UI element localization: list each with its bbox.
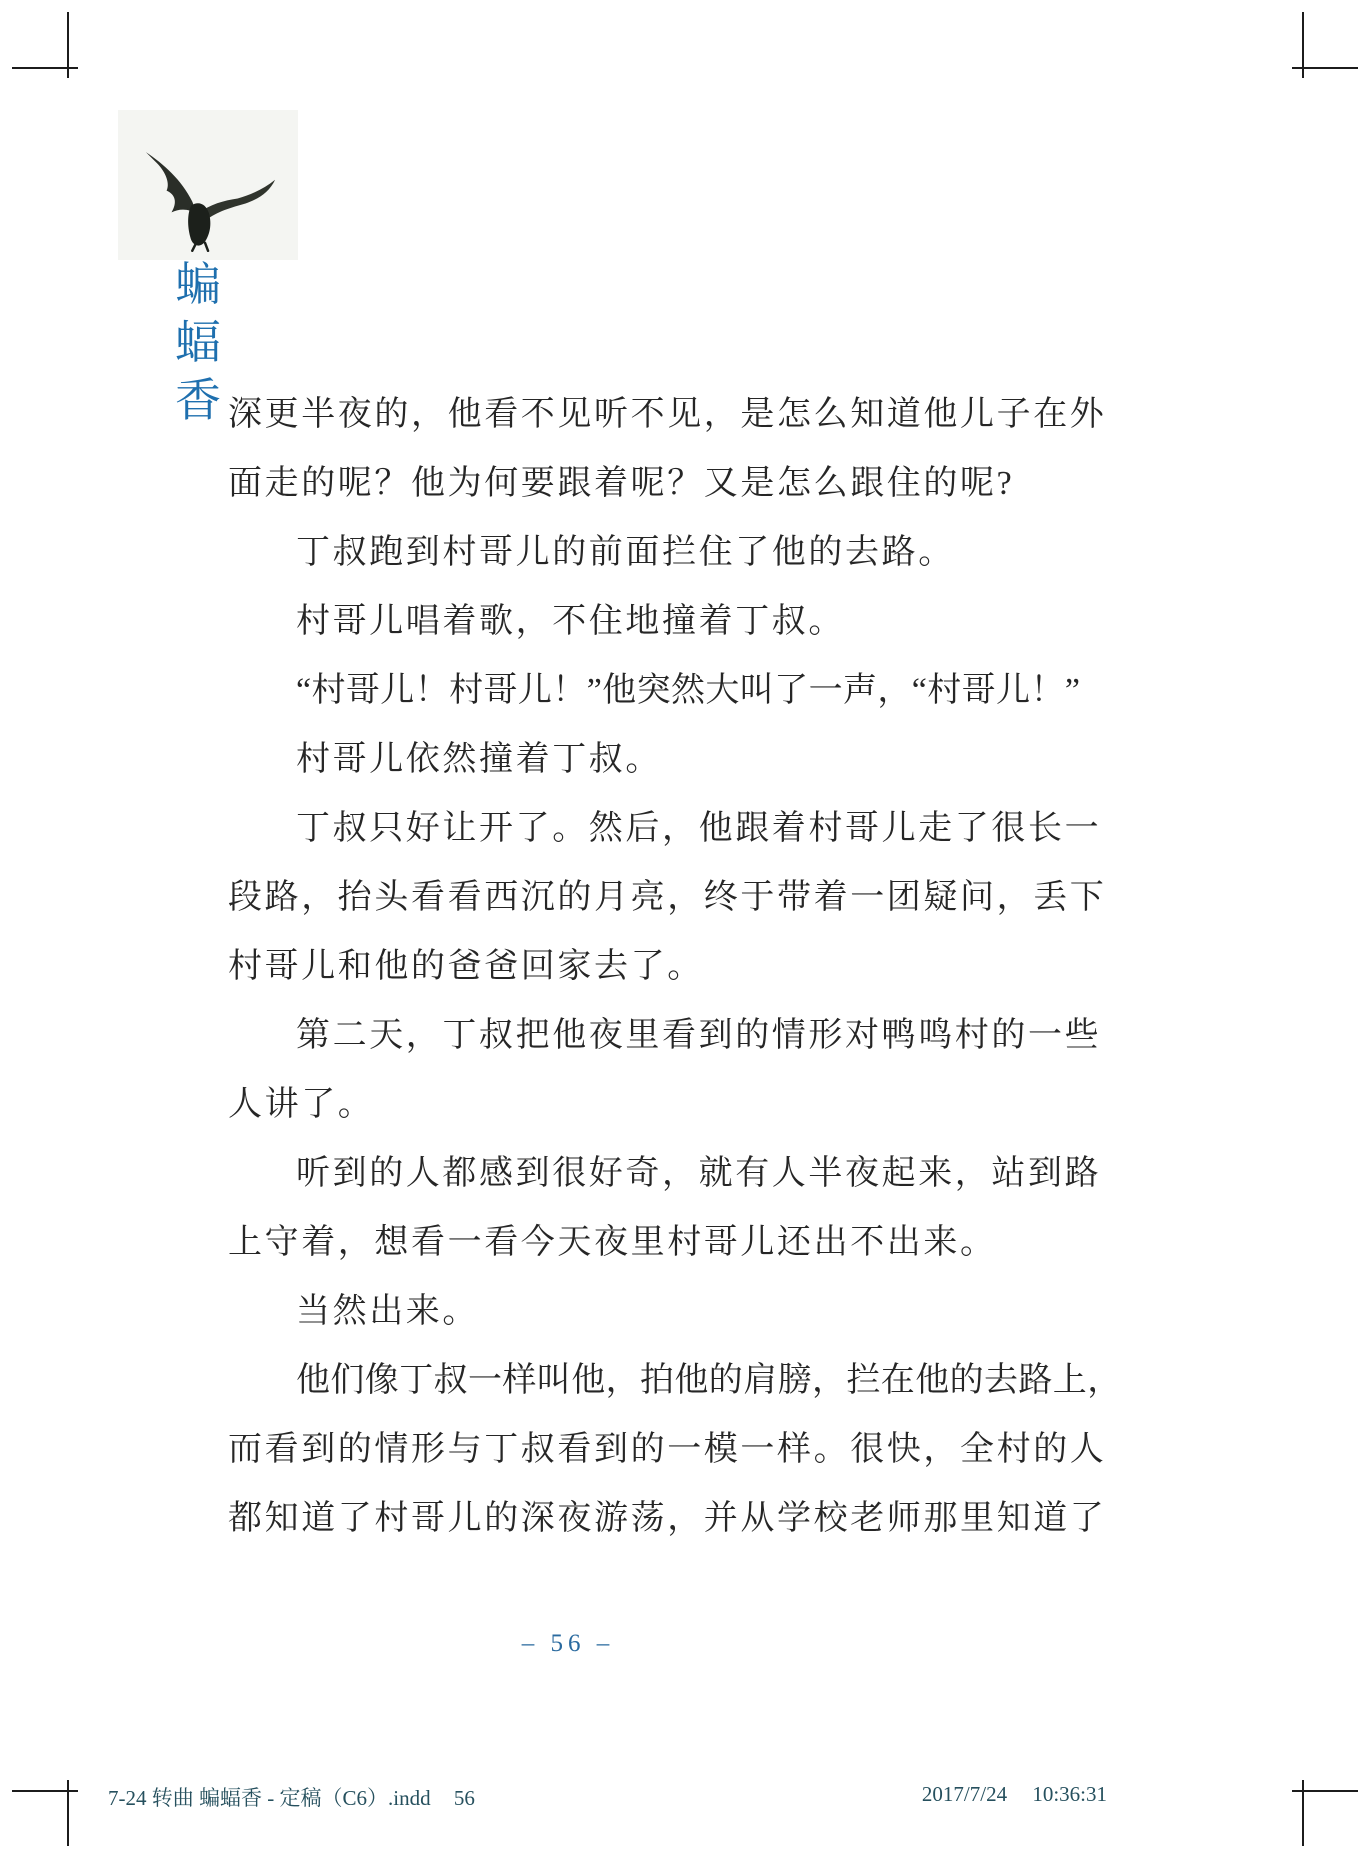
text-line: 村哥儿依然撞着丁叔。 bbox=[296, 741, 662, 778]
crop-mark-line bbox=[1302, 12, 1304, 78]
text-line: 丁叔只好让开了。然后，他跟着村哥儿走了很长一 bbox=[296, 810, 1102, 847]
title-char: 蝙 bbox=[175, 259, 221, 310]
text-line: 当然出来。 bbox=[296, 1293, 479, 1330]
crop-mark-line bbox=[1302, 1780, 1304, 1846]
title-char: 蝠 bbox=[175, 317, 221, 368]
text-line: 上守着，想看一看今天夜里村哥儿还出不出来。 bbox=[228, 1224, 997, 1261]
footer-page-ref: 56 bbox=[453, 1786, 475, 1810]
bat-icon bbox=[136, 148, 284, 252]
text-line: 村哥儿唱着歌，不住地撞着丁叔。 bbox=[296, 603, 845, 640]
vertical-title bbox=[170, 256, 226, 430]
footer-time: 10:36:31 bbox=[1032, 1782, 1107, 1806]
bat-image bbox=[118, 110, 298, 260]
crop-mark-line bbox=[67, 1780, 69, 1846]
footer-filename: 7-24 转曲 蝙蝠香 - 定稿（C6）.indd bbox=[108, 1786, 431, 1810]
footer-timestamp bbox=[922, 1782, 1107, 1807]
text-line: 丁叔跑到村哥儿的前面拦住了他的去路。 bbox=[296, 534, 955, 571]
text-line: 而看到的情形与丁叔看到的一模一样。很快，全村的人 bbox=[228, 1431, 1107, 1468]
text-line: 都知道了村哥儿的深夜游荡，并从学校老师那里知道了 bbox=[228, 1500, 1107, 1537]
text-line: 第二天，丁叔把他夜里看到的情形对鸭鸣村的一些 bbox=[296, 1017, 1102, 1054]
text-line: 他们像丁叔一样叫他，拍他的肩膀，拦在他的去路上， bbox=[296, 1362, 1122, 1399]
footer-date: 2017/7/24 bbox=[921, 1782, 1008, 1806]
text-line: 人讲了。 bbox=[228, 1086, 375, 1123]
title-char: 香 bbox=[175, 375, 221, 426]
text-line: “村哥儿！村哥儿！”他突然大叫了一声，“村哥儿！” bbox=[296, 672, 1081, 709]
crop-mark-line bbox=[67, 12, 69, 78]
text-line: 深更半夜的，他看不见听不见，是怎么知道他儿子在外 bbox=[228, 396, 1107, 433]
footer-slug-left bbox=[108, 1782, 475, 1812]
body-text bbox=[228, 380, 1122, 1553]
text-line: 听到的人都感到很好奇，就有人半夜起来，站到路 bbox=[296, 1155, 1102, 1192]
text-line: 面走的呢？他为何要跟着呢？又是怎么跟住的呢? bbox=[228, 465, 1015, 502]
text-line: 段路，抬头看看西沉的月亮，终于带着一团疑问，丢下 bbox=[228, 879, 1107, 916]
page-number: – 56 – bbox=[521, 1630, 615, 1657]
text-line: 村哥儿和他的爸爸回家去了。 bbox=[228, 948, 704, 985]
